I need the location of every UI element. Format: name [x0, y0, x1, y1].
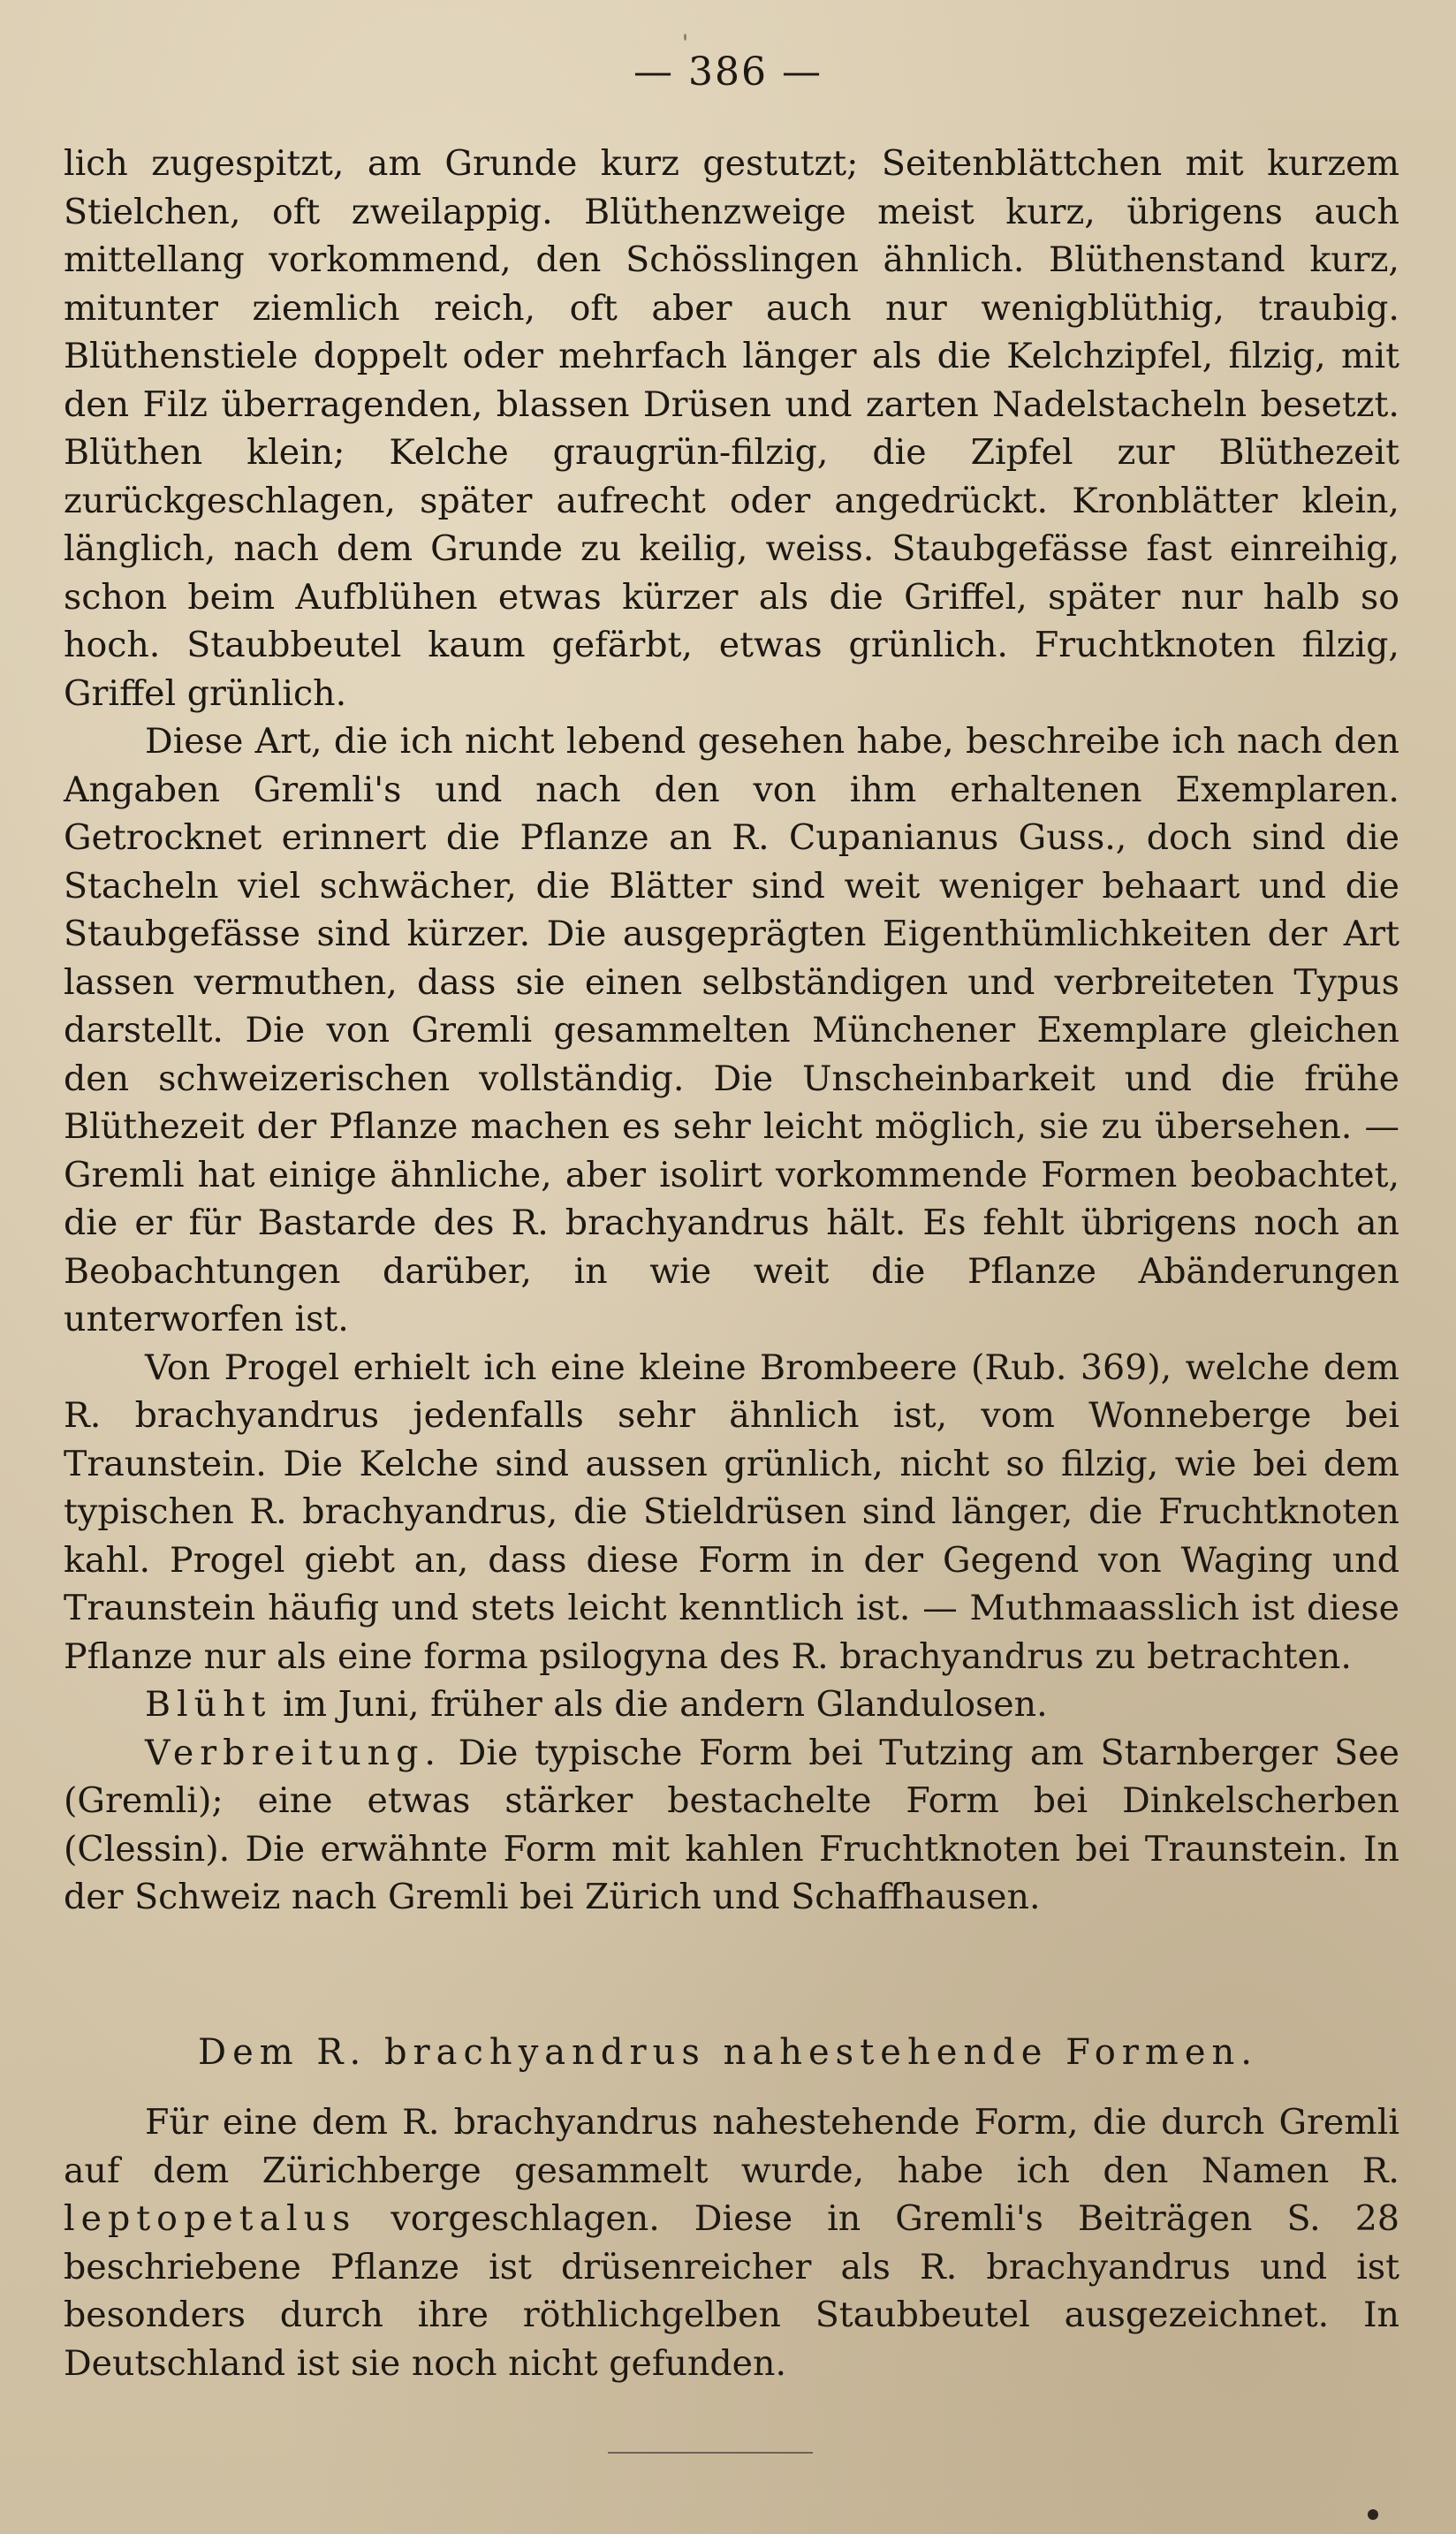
distribution-label: Verbreitung. — [145, 1732, 442, 1773]
paragraph-leptopetalus — [64, 2098, 1399, 2387]
section-text — [64, 2098, 1399, 2387]
paragraph-distribution — [64, 1729, 1399, 1922]
ink-dot — [1368, 2509, 1378, 2520]
section-heading: Dem R. brachyandrus nahestehende Formen. — [198, 2032, 1258, 2073]
flowering-text: im Juni, früher als die andern Glandulosen. — [271, 1684, 1048, 1725]
distribution-text: Die typische Form bei Tutzing am Starnberger See (Gremli); eine etwas stärker bestachelte Form bei Dinkelscherben (Clessin). Die erwähnte Form mit kahlen Fruchtknoten bei Traunstein. In der Schweiz nach Gremli bei Zürich und Schaffhausen. — [64, 1732, 1399, 1917]
flowering-label: Blüht — [145, 1684, 272, 1725]
leptopetalus-text-start: Für eine dem R. brachyandrus nahestehende Form, die durch Gremli auf dem Zürichberge gesammelt wurde, habe ich den Namen R. — [64, 2102, 1399, 2191]
page-number: — 386 — — [633, 49, 823, 95]
paragraph-description: lich zugespitzt, am Grunde kurz gestutzt; Seitenblättchen mit kurzem Stielchen, oft zweilappig. Blüthenzweige meist kurz, übrigens auch mittellang vorkommend, den Schösslingen ähnlich. Blüthenstand kurz, mitunter ziemlich reich, oft aber auch nur wenigblüthig, traubig. Blüthenstiele doppelt oder mehrfach länger als die Kelchzipfel, filzig, mit den Filz überragenden, blassen Drüsen und zarten Nadelstacheln besetzt. Blüthen klein; Kelche graugrün-filzig, die Zipfel zur Blüthezeit zurückgeschlagen, später aufrecht oder angedrückt. Kronblätter klein, länglich, nach dem Grunde zu keilig, weiss. Staubgefässe fast einreihig, schon beim Aufblühen etwas kürzer als die Griffel, später nur halb so hoch. Staubbeutel kaum gefärbt, etwas grünlich. Fruchtknoten filzig, Griffel grünlich. — [64, 143, 1399, 714]
main-text — [64, 140, 1399, 1922]
end-rule — [608, 2452, 813, 2454]
leptopetalus-text-end: vorgeschlagen. Diese in Gremli's Beiträgen S. 28 beschriebene Pflanze ist drüsenreicher als R. brachyandrus und ist besonders durch ihre röthlichgelben Staubbeutel ausgezeichnet. In Deutschland ist sie noch nicht gefunden. — [64, 2198, 1399, 2384]
ink-speck — [684, 34, 686, 41]
leptopetalus-name: leptopetalus — [64, 2198, 357, 2239]
paragraph-progel-form: Von Progel erhielt ich eine kleine Brombeere (Rub. 369), welche dem R. brachyandrus jedenfalls sehr ähnlich ist, vom Wonneberge bei Traunstein. Die Kelche sind aussen grünlich, nicht so filzig, wie bei dem typischen R. brachyandrus, die Stieldrüsen sind länger, die Fruchtknoten kahl. Progel giebt an, dass diese Form in der Gegend von Waging und Traunstein häufig und stets leicht kenntlich ist. — Muthmaasslich ist diese Pflanze nur als eine forma psilogyna des R. brachyandrus zu betrachten. — [64, 1347, 1399, 1677]
paragraph-discussion: Diese Art, die ich nicht lebend gesehen habe, beschreibe ich nach den Angaben Gremli's und nach den von ihm erhaltenen Exemplaren. Getrocknet erinnert die Pflanze an R. Cupanianus Guss., doch sind die Stacheln viel schwächer, die Blätter sind weit weniger behaart und die Staubgefässe sind kürzer. Die ausgeprägten Eigenthümlichkeiten der Art lassen vermuthen, dass sie einen selbständigen und verbreiteten Typus darstellt. Die von Gremli gesammelten Münchener Exemplare gleichen den schweizerischen vollständig. Die Unscheinbarkeit und die frühe Blüthezeit der Pflanze machen es sehr leicht möglich, sie zu übersehen. — Gremli hat einige ähnliche, aber isolirt vorkommende Formen beobachtet, die er für Bastarde des R. brachyandrus hält. Es fehlt übrigens noch an Beobachtungen darüber, in wie weit die Pflanze Abänderungen unterworfen ist. — [64, 721, 1399, 1339]
paragraph-flowering — [64, 1680, 1399, 1729]
